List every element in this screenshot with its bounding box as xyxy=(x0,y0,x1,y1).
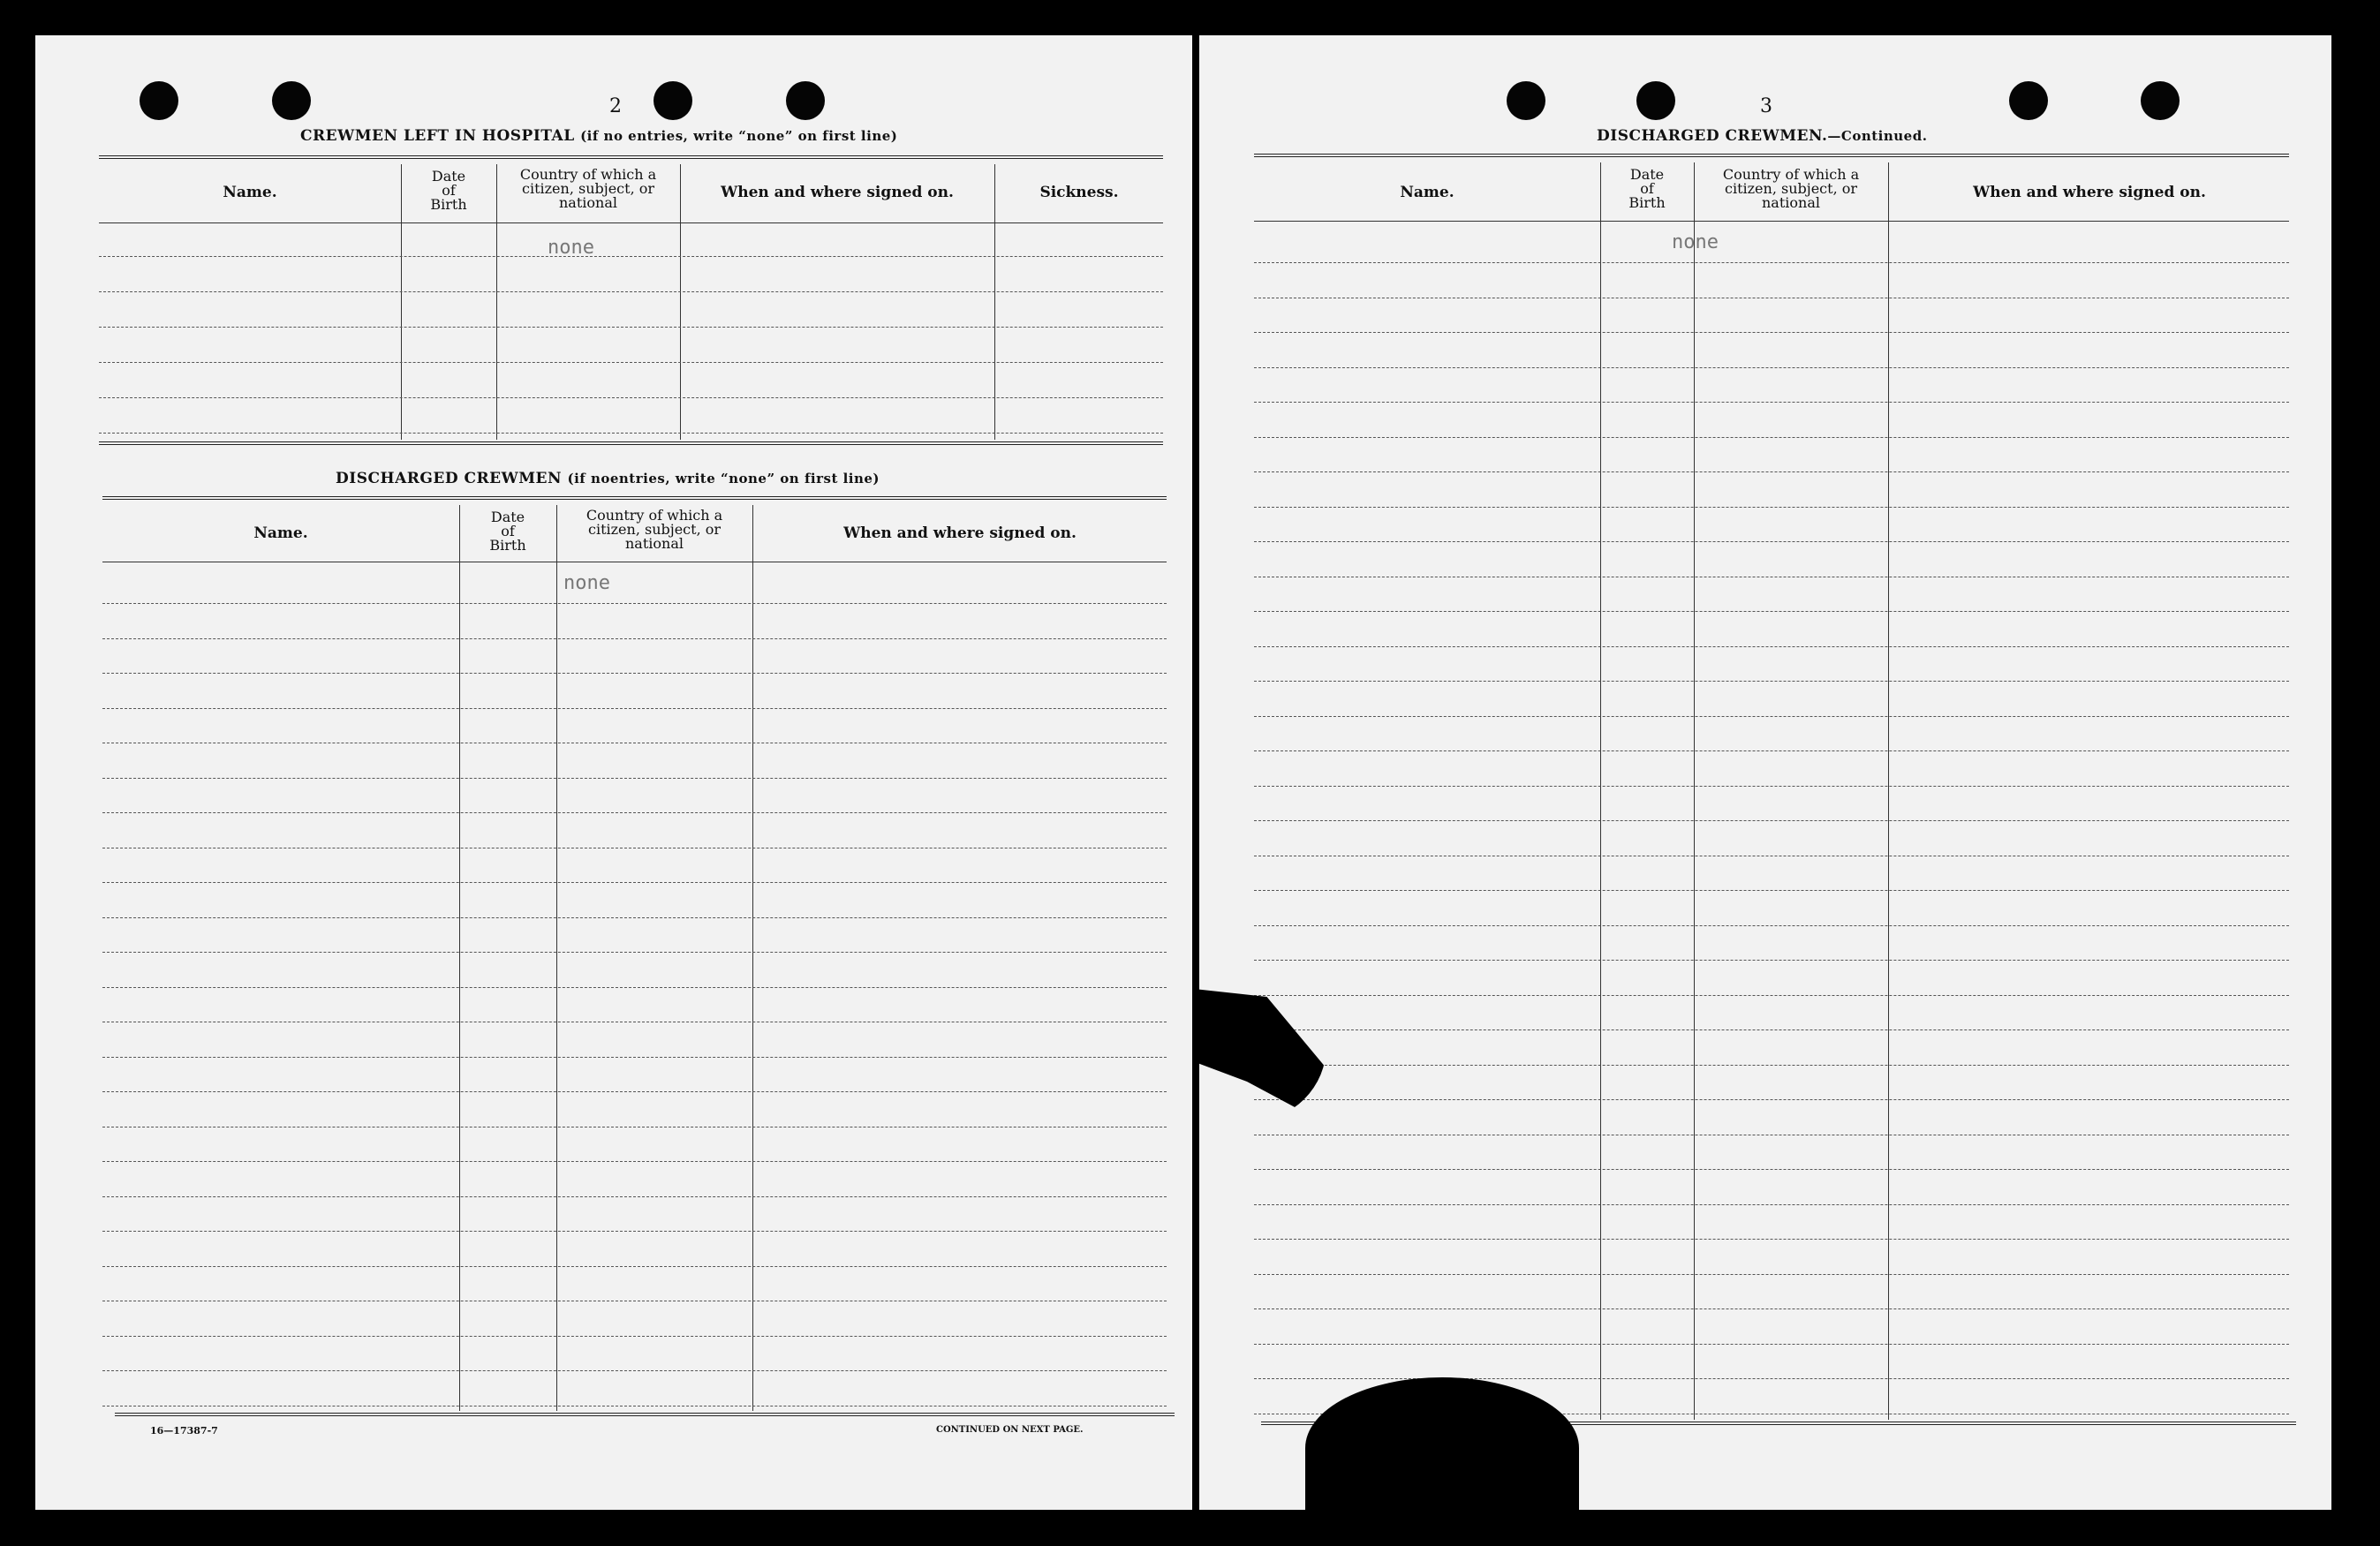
entry-line xyxy=(99,397,1163,398)
typed-entry: none xyxy=(1672,231,1719,253)
entry-line xyxy=(1254,1239,2289,1240)
entry-line xyxy=(102,987,1167,988)
left-page xyxy=(35,35,1192,1510)
entry-line xyxy=(1254,541,2289,542)
col-signed-on: When and where signed on. xyxy=(721,184,954,201)
entry-line xyxy=(1254,1099,2289,1100)
punch-hole xyxy=(1636,81,1675,120)
entry-line xyxy=(102,1091,1167,1092)
entry-line xyxy=(1254,1029,2289,1030)
right-page xyxy=(1199,35,2331,1510)
entry-line xyxy=(102,638,1167,639)
entry-line xyxy=(99,433,1163,434)
entry-line xyxy=(1254,681,2289,682)
entry-line xyxy=(102,952,1167,953)
entry-line xyxy=(1254,820,2289,821)
entry-line xyxy=(99,362,1163,363)
column-divider xyxy=(496,164,497,440)
entry-line xyxy=(102,1196,1167,1197)
column-divider xyxy=(556,505,557,1411)
entry-line xyxy=(102,1057,1167,1058)
entry-line xyxy=(1254,890,2289,891)
col-country: Country of which a citizen, subject, or national xyxy=(519,166,657,211)
typed-entry: none xyxy=(548,237,594,259)
form-number: 16—17387-7 xyxy=(150,1425,218,1437)
column-divider xyxy=(1888,162,1889,1420)
discharged-section-title: DISCHARGED CREWMEN (if noentries, write “none” on first line) xyxy=(336,470,880,487)
col-date-of-birth: Date of Birth xyxy=(489,509,526,554)
col-date-of-birth: Date of Birth xyxy=(430,168,467,213)
header-rule xyxy=(102,496,1167,500)
col-name: Name. xyxy=(223,184,277,201)
torn-damage xyxy=(1305,1377,1579,1519)
entry-line xyxy=(102,917,1167,918)
entry-line xyxy=(99,256,1163,257)
entry-line xyxy=(1254,716,2289,717)
column-divider xyxy=(1694,162,1695,1420)
entry-line xyxy=(102,1266,1167,1267)
col-name: Name. xyxy=(1400,184,1454,201)
entry-line xyxy=(1254,646,2289,647)
typed-entry: none xyxy=(563,572,610,594)
column-divider xyxy=(994,164,995,440)
entry-line xyxy=(1254,471,2289,472)
column-divider xyxy=(401,164,402,440)
entry-line xyxy=(1254,367,2289,368)
entry-line xyxy=(102,1336,1167,1337)
entry-line xyxy=(102,1161,1167,1162)
entry-line xyxy=(102,673,1167,674)
entry-line xyxy=(102,708,1167,709)
entry-line xyxy=(1254,925,2289,926)
header-rule xyxy=(1254,154,2289,157)
header-underline xyxy=(1254,221,2289,222)
entry-line xyxy=(99,291,1163,292)
entry-line xyxy=(1254,960,2289,961)
entry-line xyxy=(1254,1204,2289,1205)
continued-note: CONTINUED ON NEXT PAGE. xyxy=(936,1425,1084,1435)
entry-line xyxy=(1254,611,2289,612)
page-number: 3 xyxy=(1760,95,1772,117)
entry-line xyxy=(1254,750,2289,751)
entry-line xyxy=(102,812,1167,813)
punch-hole xyxy=(786,81,825,120)
col-country: Country of which a citizen, subject, or national xyxy=(586,507,723,552)
header-rule xyxy=(99,155,1163,159)
entry-line xyxy=(1254,1308,2289,1309)
entry-line xyxy=(1254,332,2289,333)
punch-hole xyxy=(140,81,178,120)
col-signed-on: When and where signed on. xyxy=(843,524,1077,542)
hospital-section-title: CREWMEN LEFT IN HOSPITAL (if no entries, write “none” on first line) xyxy=(300,127,898,145)
entry-line xyxy=(1254,437,2289,438)
punch-hole xyxy=(1507,81,1545,120)
discharged-continued-title: DISCHARGED CREWMEN.—Continued. xyxy=(1597,127,1928,145)
page-number: 2 xyxy=(609,95,622,117)
col-name: Name. xyxy=(253,524,308,542)
entry-line xyxy=(102,1370,1167,1371)
column-divider xyxy=(752,505,753,1411)
entry-line xyxy=(1254,1065,2289,1066)
column-divider xyxy=(459,505,460,1411)
column-divider xyxy=(680,164,681,440)
col-signed-on: When and where signed on. xyxy=(1973,184,2206,201)
punch-hole xyxy=(2141,81,2180,120)
col-sickness: Sickness. xyxy=(1039,184,1119,201)
entry-line xyxy=(102,603,1167,604)
entry-line xyxy=(1254,1274,2289,1275)
col-country: Country of which a citizen, subject, or national xyxy=(1722,166,1860,211)
entry-line xyxy=(1254,786,2289,787)
entry-line xyxy=(1254,507,2289,508)
section-rule xyxy=(99,441,1163,445)
entry-line xyxy=(1254,1169,2289,1170)
footer-rule xyxy=(115,1413,1175,1416)
column-divider xyxy=(1600,162,1601,1420)
entry-line xyxy=(1254,1344,2289,1345)
punch-hole xyxy=(2009,81,2048,120)
entry-line xyxy=(99,327,1163,328)
entry-line xyxy=(102,882,1167,883)
header-underline xyxy=(99,222,1163,223)
entry-line xyxy=(102,1231,1167,1232)
punch-hole xyxy=(272,81,311,120)
entry-line xyxy=(1254,995,2289,996)
punch-hole xyxy=(654,81,692,120)
entry-line xyxy=(102,778,1167,779)
entry-line xyxy=(1254,402,2289,403)
entry-line xyxy=(1254,262,2289,263)
col-date-of-birth: Date of Birth xyxy=(1628,166,1666,211)
